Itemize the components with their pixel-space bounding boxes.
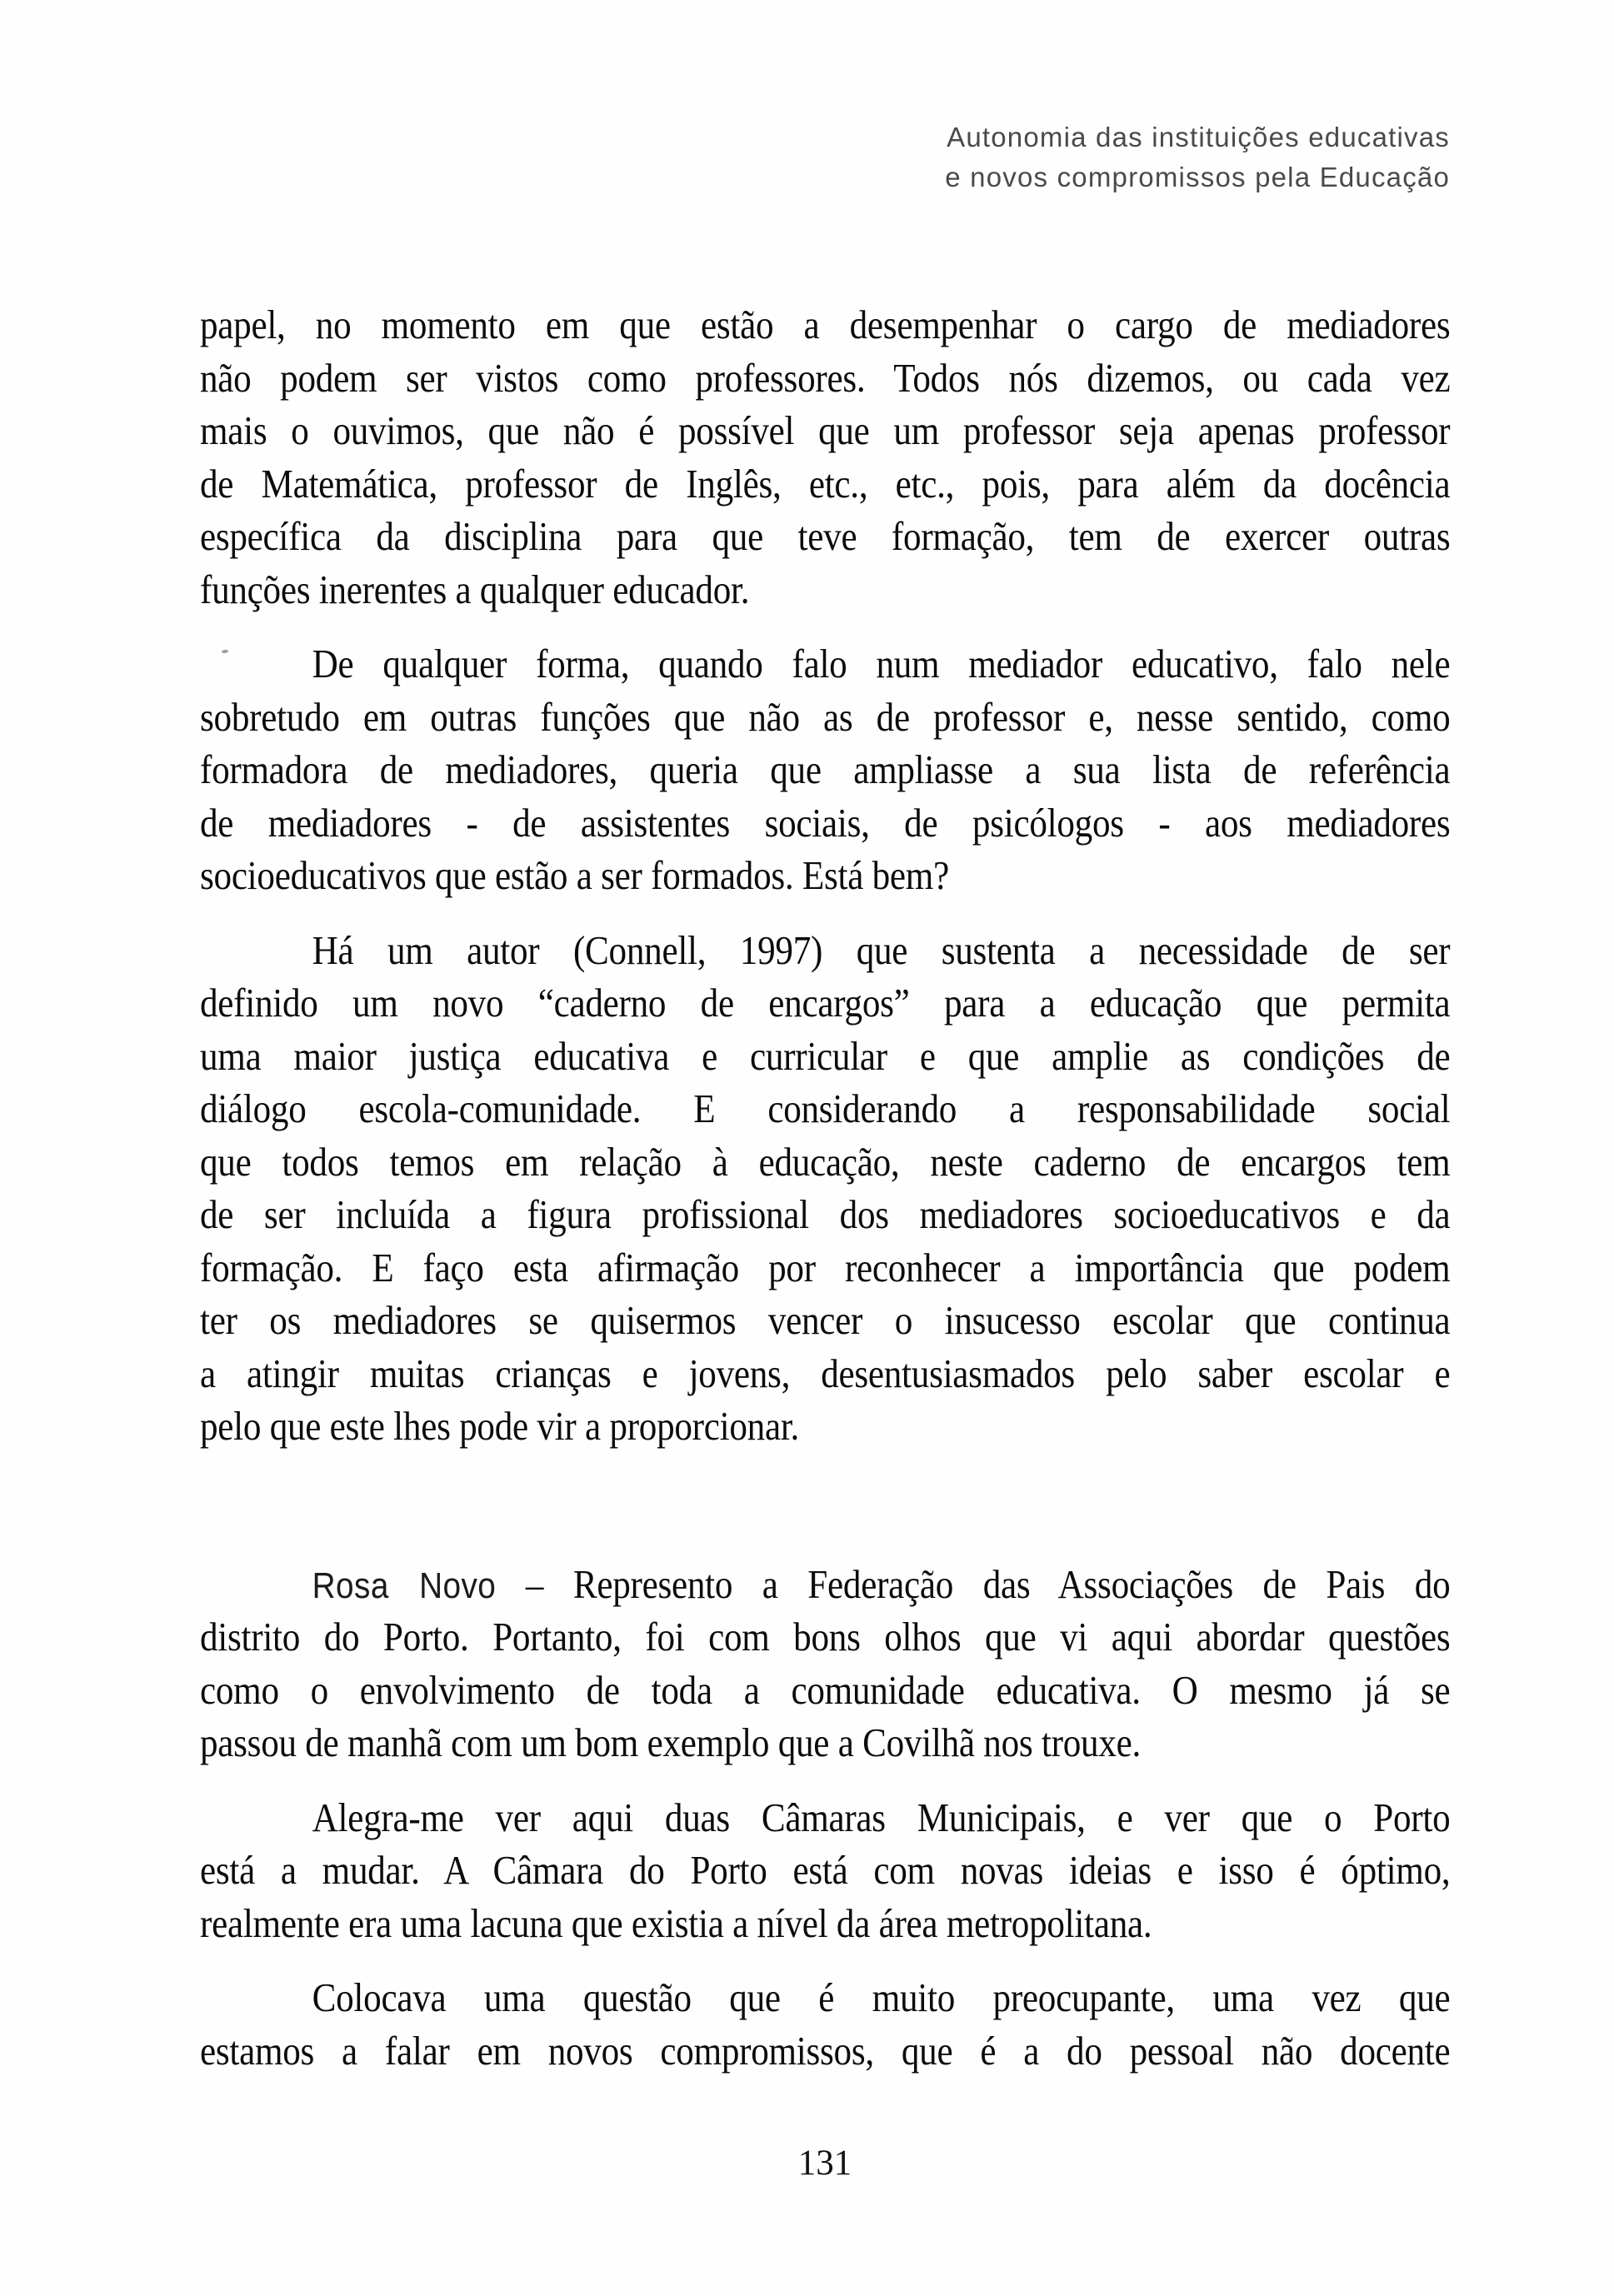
text-line: como o envolvimento de toda a comunidade educativa. O mesmo já se bbox=[200, 1666, 1451, 1713]
text-line: diálogo escola-comunidade. E considerando a responsabilidade social bbox=[200, 1086, 1451, 1131]
speaker-name: Rosa Novo bbox=[312, 1565, 497, 1606]
running-head bbox=[945, 117, 1450, 197]
text-line: distrito do Porto. Portanto, foi com bons olhos que vi aqui abordar questões bbox=[200, 1614, 1451, 1660]
paragraph bbox=[200, 1971, 1450, 2077]
text-line: específica da disciplina para que teve formação, tem de exercer outras bbox=[200, 513, 1451, 559]
running-head-line-1: Autonomia das instituições educativas bbox=[947, 122, 1450, 152]
text-line: Rosa Novo – Represento a Federação das Associações de Pais do bbox=[312, 1560, 1451, 1607]
text-line: sobretudo em outras funções que não as de professor e, nesse sentido, como bbox=[200, 693, 1451, 740]
text-line: a atingir muitas crianças e jovens, desentusiasmados pelo saber escolar e bbox=[200, 1350, 1451, 1396]
text-line: passou de manhã com um bom exemplo que a Covilhã nos trouxe. bbox=[200, 1720, 1142, 1765]
paragraph bbox=[200, 924, 1450, 1453]
text-line: de mediadores - de assistentes sociais, de psicólogos - aos mediadores bbox=[200, 799, 1451, 846]
text-line: definido um novo “caderno de encargos” para a educação que permita bbox=[200, 980, 1451, 1026]
text-column bbox=[200, 298, 1450, 2077]
text-line: uma maior justiça educativa e curricular e que amplie as condições de bbox=[200, 1032, 1451, 1079]
text-line: funções inerentes a qualquer educador. bbox=[200, 566, 750, 612]
text-line: pelo que este lhes pode vir a proporcionar. bbox=[200, 1403, 800, 1449]
text-line: não podem ser vistos como professores. Todos nós dizemos, ou cada vez bbox=[200, 354, 1451, 401]
running-head-line-2: e novos compromissos pela Educação bbox=[945, 162, 1450, 192]
text-line: de Matemática, professor de Inglês, etc., etc., pois, para além da docência bbox=[200, 460, 1451, 507]
paragraph bbox=[200, 298, 1450, 616]
paragraph bbox=[200, 1558, 1450, 1769]
text-line: estamos a falar em novos compromissos, que é a do pessoal não docente bbox=[200, 2027, 1451, 2074]
text-line: mais o ouvimos, que não é possível que um professor seja apenas professor bbox=[200, 407, 1451, 453]
text-line: que todos temos em relação à educação, neste caderno de encargos tem bbox=[200, 1138, 1451, 1185]
text-line: realmente era uma lacuna que existia a nível da área metropolitana. bbox=[200, 1899, 1152, 1946]
text-line: ter os mediadores se quisermos vencer o insucesso escolar que continua bbox=[200, 1297, 1451, 1343]
paragraph bbox=[200, 637, 1450, 902]
text-line: formação. E faço esta afirmação por reconhecer a importância que podem bbox=[200, 1244, 1451, 1290]
text-line: papel, no momento em que estão a desempenhar o cargo de mediadores bbox=[200, 302, 1451, 347]
paragraph bbox=[200, 1791, 1450, 1950]
text-line: formadora de mediadores, queria que ampliasse a sua lista de referência bbox=[200, 746, 1451, 792]
text-line: socioeducativos que estão a ser formados. Está bem? bbox=[200, 852, 949, 898]
text-line: Colocava uma questão que é muito preocupante, uma vez que bbox=[312, 1974, 1451, 2020]
text-line: está a mudar. A Câmara do Porto está com novas ideias e isso é óptimo, bbox=[200, 1847, 1451, 1893]
text-line: Há um autor (Connell, 1997) que sustenta a necessidade de ser bbox=[312, 926, 1451, 973]
text-line: de ser incluída a figura profissional dos mediadores socioeducativos e da bbox=[200, 1191, 1451, 1237]
text-line: Alegra-me ver aqui duas Câmaras Municipais, e ver que o Porto bbox=[312, 1794, 1451, 1840]
page-number: 131 bbox=[797, 2144, 852, 2183]
text-line: De qualquer forma, quando falo num mediador educativo, falo nele bbox=[312, 641, 1451, 686]
